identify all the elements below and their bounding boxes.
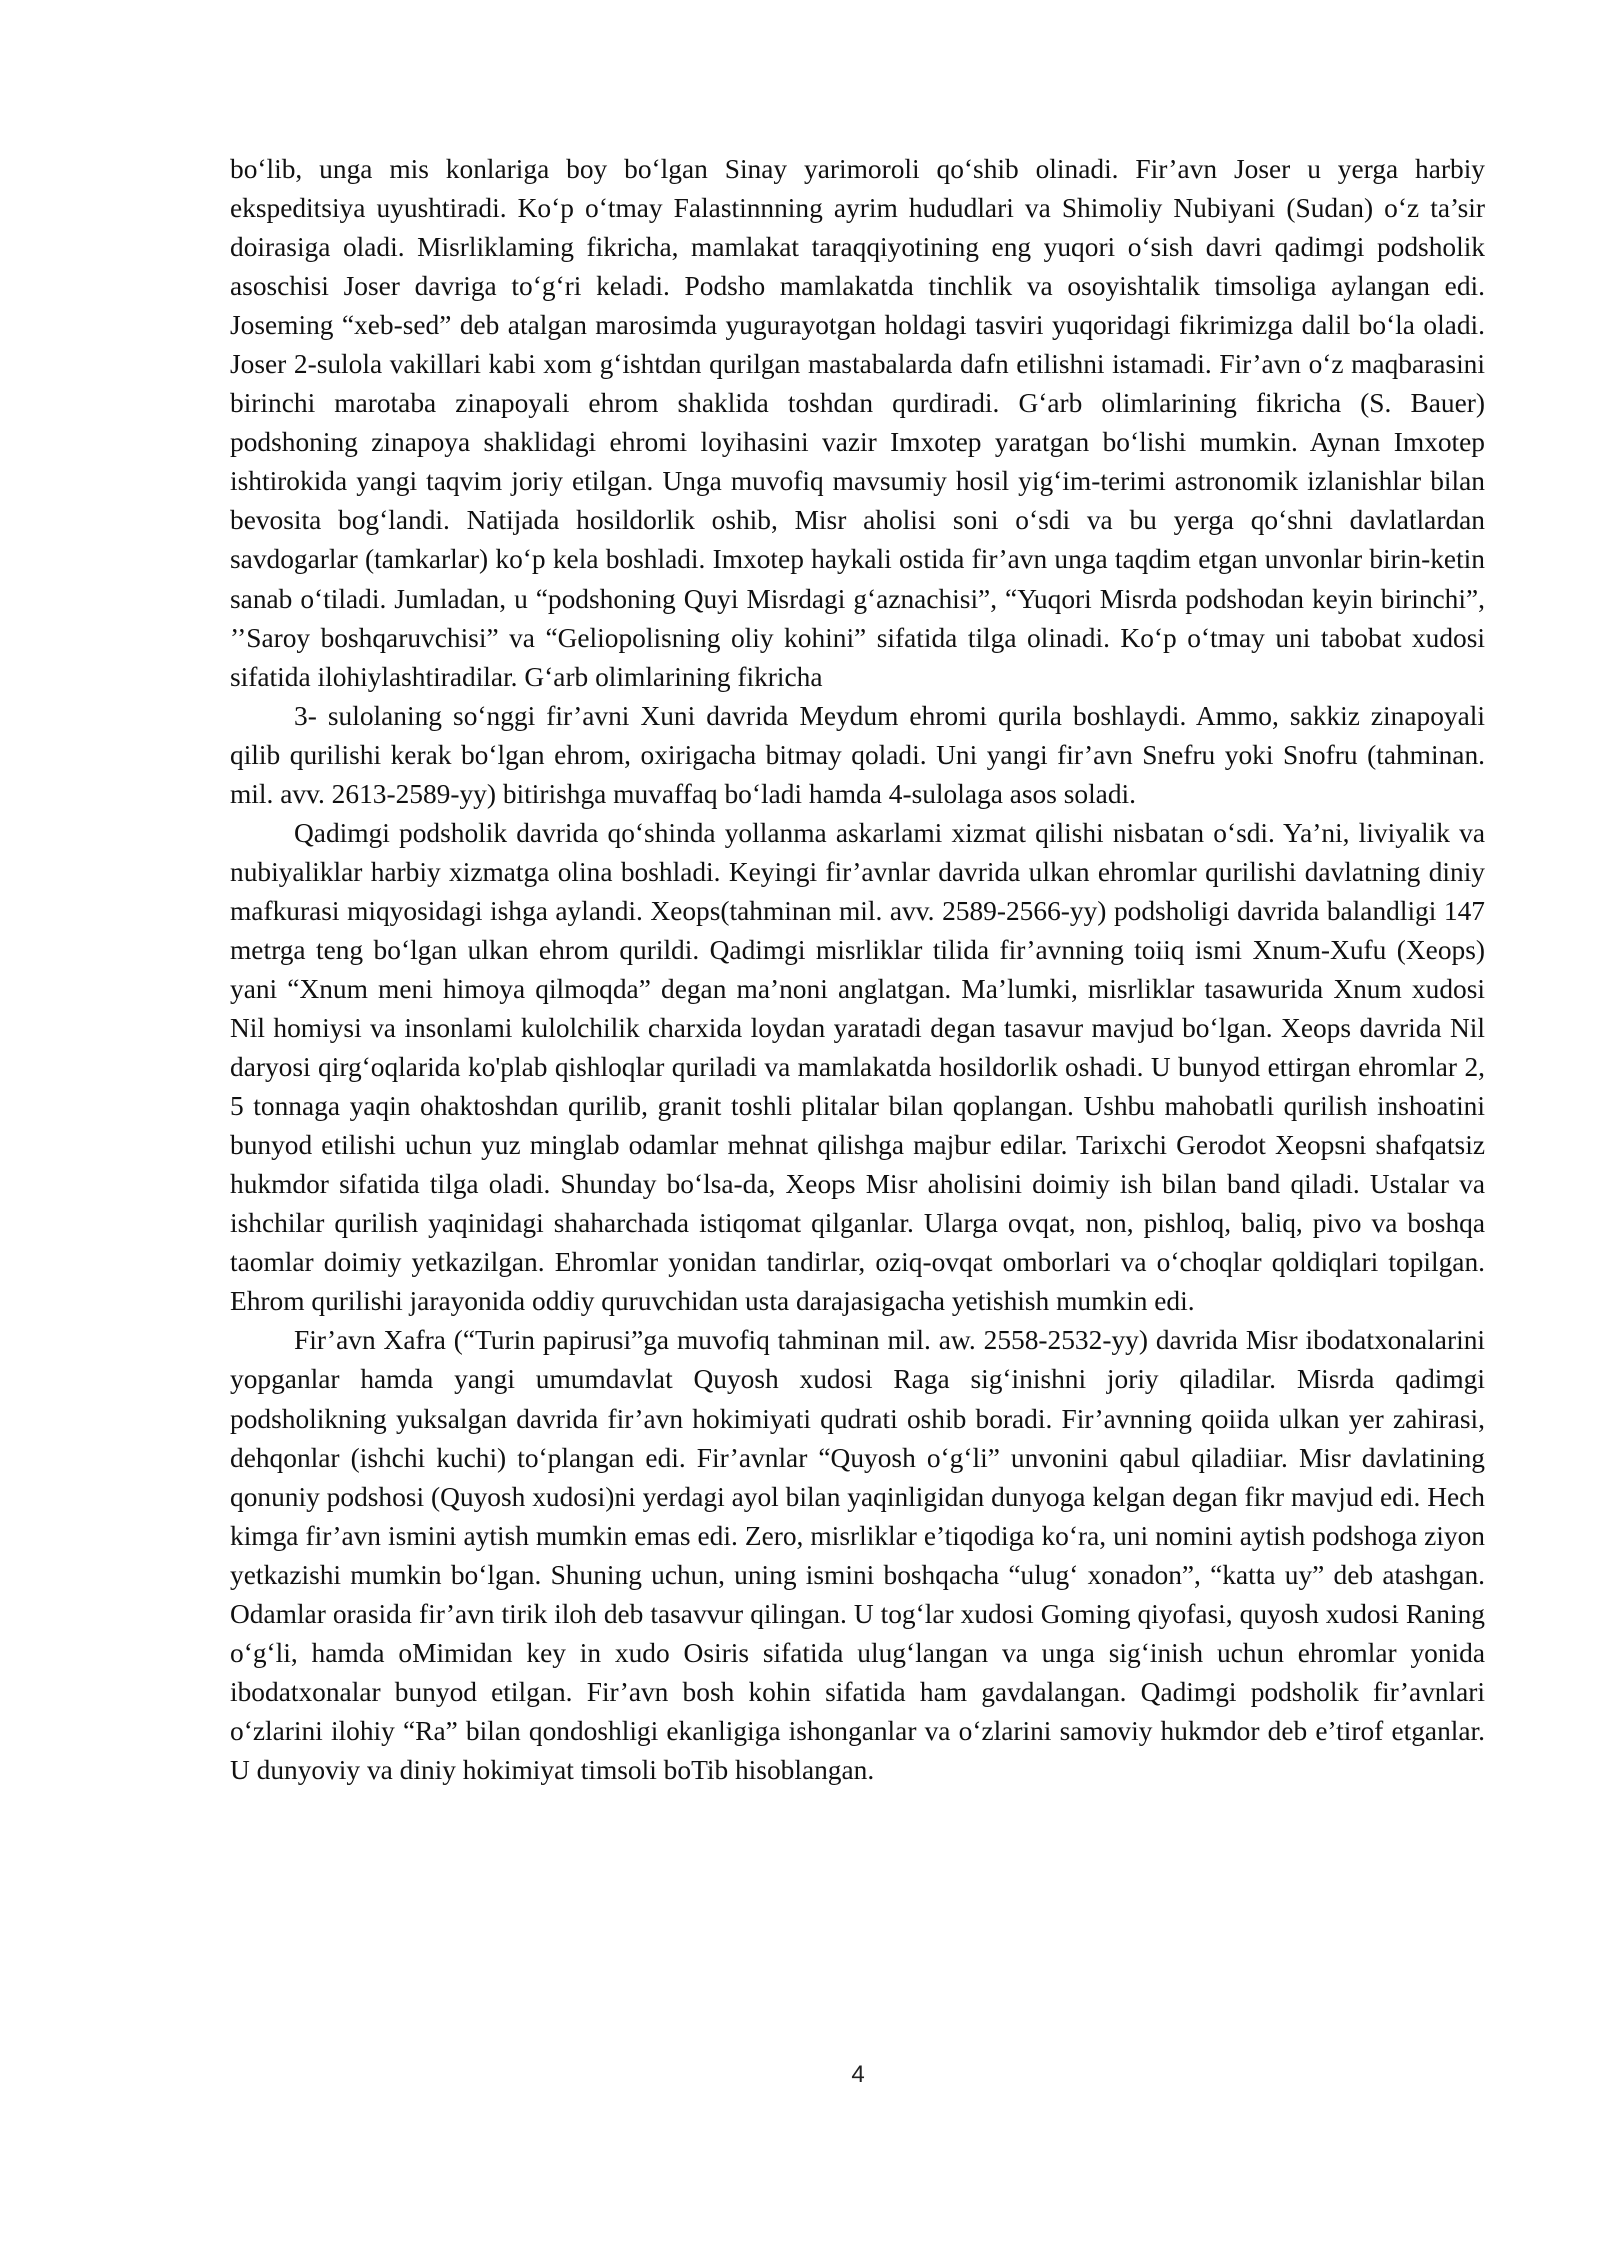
paragraph-2: 3- sulolaning so‘nggi fir’avni Xuni davrida Meydum ehromi qurila boshlaydi. Ammo, sakkiz zinapoyali qilib qurilishi kerak bo‘lgan ehrom, oxirigacha bitmay qoladi. Uni yangi fir’avn Snefru yoki Snofru (tahminan. mil. avv. 2613-2589-yy) bitirishga muvaffaq bo‘ladi hamda 4-sulolaga asos soladi. — [230, 700, 1485, 809]
paragraph-3: Qadimgi podsholik davrida qo‘shinda yollanma askarlami xizmat qilishi nisbatan o‘sdi. Ya’ni, liviyalik va nubiyaliklar harbiy xizmatga olina boshladi. Keyingi fir’avnlar davrida ulkan ehromlar qurilishi davlatning diniy mafkurasi miqyosidagi ishga aylandi. Xeops(tahminan mil. avv. 2589-2566-yy) podsholigi davrida balandligi 147 metrga teng bo‘lgan ulkan ehrom qurildi. Qadimgi misrliklar tilida fir’avnning toiiq ismi Xnum-Xufu (Xeops) yani “Xnum meni himoya qilmoqda” degan ma’noni anglatgan. Ma’lumki, misrliklar tasawurida Xnum xudosi Nil homiysi va insonlami kulolchilik charxida loydan yaratadi degan tasavur mavjud bo‘lgan. Xeops davrida Nil daryosi qirg‘oqlarida ko'plab qishloqlar quriladi va mamlakatda hosildorlik oshadi. U bunyod ettirgan ehromlar 2, 5 tonnaga yaqin ohaktoshdan qurilib, granit toshli plitalar bilan qoplangan. Ushbu mahobatli qurilish inshoatini bunyod etilishi uchun yuz minglab odamlar mehnat qilishga majbur edilar. Tarixchi Gerodot Xeopsni shafqatsiz hukmdor sifatida tilga oladi. Shunday bo‘lsa-da, Xeops Misr aholisini doimiy ish bilan band qiladi. Ustalar va ishchilar qurilish yaqinidagi shaharchada istiqomat qilganlar. Ularga ovqat, non, pishloq, baliq, pivo va boshqa taomlar doimiy yetkazilgan. Ehromlar yonidan tandirlar, oziq-ovqat omborlari va o‘choqlar qoldiqlari topilgan. Ehrom qurilishi jarayonida oddiy quruvchidan usta darajasigacha yetishish mumkin edi. — [230, 817, 1485, 1317]
paragraph-4: Fir’avn Xafra (“Turin papirusi”ga muvofiq tahminan mil. aw. 2558-2532-yy) davrida Misr ibodatxonalarini yopganlar hamda yangi umumdavlat Quyosh xudosi Raga sig‘inishni joriy qiladilar. Misrda qadimgi podsholikning yuksalgan davrida fir’avn hokimiyati qudrati oshib boradi. Fir’avnning qoiida ulkan yer zahirasi, dehqonlar (ishchi kuchi) to‘plangan edi. Fir’avnlar “Quyosh o‘g‘li” unvonini qabul qiladiiar. Misr davlatining qonuniy podshosi (Quyosh xudosi)ni yerdagi ayol bilan yaqinligidan dunyoga kelgan degan fikr mavjud edi. Hech kimga fir’avn ismini aytish mumkin emas edi. Zero, misrliklar e’tiqodiga ko‘ra, uni nomini aytish podshoga ziyon yetkazishi mumkin bo‘lgan. Shuning uchun, uning ismini boshqacha “ulug‘ xonadon”, “katta uy” deb atashgan. Odamlar orasida fir’avn tirik iloh deb tasavvur qilingan. U tog‘lar xudosi Goming qiyofasi, quyosh xudosi Raning o‘g‘li, hamda oMimidan key in xudo Osiris sifatida ulug‘langan va unga sig‘inish uchun ehromlar yonida ibodatxonalar bunyod etilgan. Fir’avn bosh kohin sifatida ham gavdalangan. Qadimgi podsholik fir’avnlari o‘zlarini ilohiy “Ra” bilan qondoshligi ekanligiga ishonganlar va o‘zlarini samoviy hukmdor deb e’tirof etganlar. U dunyoviy va diniy hokimiyat timsoli boTib hisoblangan. — [230, 1325, 1485, 1785]
paragraph-1: bo‘lib, unga mis konlariga boy bo‘lgan Sinay yarimoroli qo‘shib olinadi. Fir’avn Joser u yerga harbiy ekspeditsiya uyushtiradi. Ko‘p o‘tmay Falastinnning ayrim hududlari va Shimoliy Nubiyani (Sudan) o‘z ta’sir doirasiga oladi. Misrliklaming fikricha, mamlakat taraqqiyotining eng yuqori o‘sish davri qadimgi podsholik asoschisi Joser davriga to‘g‘ri keladi. Podsho mamlakatda tinchlik va osoyishtalik timsoliga aylangan edi. Joseming “xeb-sed” deb atalgan marosimda yugurayotgan holdagi tasviri yuqoridagi fikrimizga dalil bo‘la oladi. Joser 2-sulola vakillari kabi xom g‘ishtdan qurilgan mastabalarda dafn etilishni istamadi. Fir’avn o‘z maqbarasini birinchi marotaba zinapoyali ehrom shaklida toshdan qurdiradi. G‘arb olimlarining fikricha (S. Bauer) podshoning zinapoya shaklidagi ehromi loyihasini vazir Imxotep yaratgan bo‘lishi mumkin. Aynan Imxotep ishtirokida yangi taqvim joriy etilgan. Unga muvofiq mavsumiy hosil yig‘im-terimi astronomik izlanishlar bilan bevosita bog‘landi. Natijada hosildorlik oshib, Misr aholisi soni o‘sdi va bu yerga qo‘shni davlatlardan savdogarlar (tamkarlar) ko‘p kela boshladi. Imxotep haykali ostida fir’avn unga taqdim etgan unvonlar birin-ketin sanab o‘tiladi. Jumladan, u “podshoning Quyi Misrdagi g‘aznachisi”, “Yuqori Misrda podshodan keyin birinchi”, ’’Saroy boshqaruvchisi” va “Geliopolisning oliy kohini” sifatida tilga olinadi. Ko‘p o‘tmay uni tabobat xudosi sifatida ilohiylashtiradilar. G‘arb olimlarining fikricha — [230, 154, 1485, 692]
page-number: 4 — [851, 2061, 865, 2088]
body-text — [230, 150, 1485, 1790]
